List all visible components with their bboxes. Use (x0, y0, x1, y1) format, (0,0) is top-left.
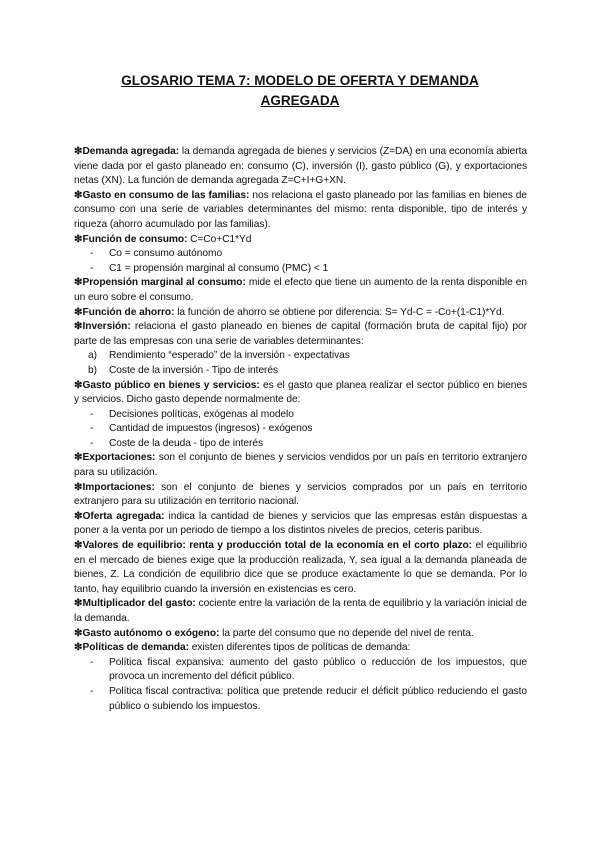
dash-bullet-icon: - (90, 685, 94, 697)
entry-term: Propensión marginal al consumo: (82, 277, 246, 289)
glossary-entry (74, 306, 527, 321)
entry-paragraph (74, 189, 527, 233)
title-line-1: GLOSARIO TEMA 7: MODELO DE OFERTA Y DEMANDA (121, 73, 479, 88)
entry-term: Gasto en consumo de las familias: (82, 189, 250, 201)
list-item-text: Co = consumo autónomo (109, 248, 223, 260)
dash-bullet-icon: - (90, 656, 94, 668)
title-line-2: AGREGADA (260, 93, 340, 108)
asterisk-bullet-icon: ❇ (74, 379, 83, 391)
entry-paragraph (74, 539, 527, 597)
entry-term: Gasto público en bienes y servicios: (82, 379, 260, 391)
entry-term: Oferta agregada: (82, 510, 165, 522)
asterisk-bullet-icon: ❇ (74, 540, 83, 552)
asterisk-bullet-icon: ❇ (74, 642, 83, 654)
entry-term: Función de ahorro: (82, 306, 175, 318)
entry-paragraph (74, 481, 527, 510)
list-item-text: Cantidad de impuestos (ingresos) - exógenos (109, 423, 313, 435)
dash-bullet-icon: - (90, 408, 94, 420)
entry-paragraph (74, 451, 527, 480)
entry-definition: la función de ahorro se obtiene por diferencia: S= Yd-C = -Co+(1-C1)*Yd. (174, 306, 505, 318)
entry-term: Demanda agregada: (82, 146, 180, 157)
list-item (74, 437, 527, 452)
entry-term: Gasto autónomo o exógeno: (82, 627, 220, 639)
asterisk-bullet-icon: ❇ (74, 306, 83, 318)
list-item-text: Rendimiento “esperado” de la inversión - expectativas (109, 350, 350, 362)
entry-paragraph (74, 320, 527, 349)
list-item-text: Política fiscal contractiva: política que pretende reducir el déficit público reduciendo el gasto público o subiendo los impuestos. (109, 685, 527, 712)
entry-paragraph (74, 276, 527, 305)
dash-list (74, 247, 527, 276)
entry-definition: la demanda agregada de bienes y servicios (Z=DA) en una economía abierta viene dada por el gasto planeado en: consumo (C), inversión (I), gasto público (G), y exportaciones netas (XN). La función de demanda agregada Z=C+I+G+XN. (74, 146, 527, 187)
entry-term: Inversión: (82, 321, 131, 333)
asterisk-bullet-icon: ❇ (74, 321, 83, 333)
entry-definition: relaciona el gasto planeado en bienes de capital (formación bruta de capital fijo) por parte de las empresas con una serie de variables determinantes: (74, 321, 527, 347)
list-marker: a) (88, 350, 97, 362)
dash-list (74, 408, 527, 452)
entry-term: Función de consumo: (82, 233, 188, 245)
glossary-entry (74, 233, 527, 277)
entry-term: Multiplicador del gasto: (82, 598, 196, 610)
entry-paragraph (74, 145, 527, 189)
glossary-entry (74, 320, 527, 378)
glossary-entry (74, 379, 527, 452)
glossary-entry (74, 597, 527, 626)
glossary-entry (74, 481, 527, 510)
entry-paragraph (74, 597, 527, 626)
list-item (74, 349, 527, 364)
list-item (74, 247, 527, 262)
lettered-list (74, 349, 527, 378)
entry-paragraph (74, 379, 527, 408)
entry-paragraph (74, 641, 527, 656)
entry-definition: son el conjunto de bienes y servicios comprados por un país en territorio extranjero para su utilización en territorio nacional. (74, 481, 527, 508)
entry-paragraph (74, 510, 527, 539)
entry-paragraph (74, 627, 527, 642)
dash-bullet-icon: - (90, 437, 94, 449)
list-item (74, 656, 527, 685)
asterisk-bullet-icon: ❇ (74, 189, 83, 201)
asterisk-bullet-icon: ❇ (74, 598, 83, 610)
glossary-entry (74, 510, 527, 539)
list-item-text: Política fiscal expansiva: aumento del gasto público o reducción de los impuestos, que provoca un incremento del déficit público. (109, 656, 527, 683)
glossary-entry (74, 276, 527, 305)
entry-definition: cociente entre la variación de la renta de equilibrio y la variación inicial de la demanda. (74, 598, 527, 624)
entry-term: Valores de equilibrio: renta y producción total de la economía en el corto plazo: (82, 540, 472, 552)
asterisk-bullet-icon: ❇ (74, 233, 83, 245)
glossary-entry (74, 189, 527, 233)
entry-definition: C=Co+C1*Yd (187, 233, 252, 245)
glossary-entry (74, 641, 527, 714)
list-item (74, 262, 527, 277)
list-marker: b) (88, 364, 97, 376)
glossary-entry (74, 145, 527, 189)
list-item-text: Coste de la inversión - Tipo de interés (109, 364, 279, 376)
asterisk-bullet-icon: ❇ (74, 627, 83, 639)
entry-paragraph (74, 306, 527, 321)
entry-definition: es el gasto que planea realizar el sector público en bienes y servicios. Dicho gasto depende normalmente de: (74, 379, 527, 406)
entry-term: Políticas de demanda: (82, 642, 190, 654)
asterisk-bullet-icon: ❇ (74, 277, 83, 289)
list-item (74, 408, 527, 423)
glossary-entry (74, 539, 527, 597)
asterisk-bullet-icon: ❇ (74, 146, 83, 157)
glossary-entry (74, 627, 527, 642)
list-item (74, 422, 527, 437)
page-title (100, 71, 500, 111)
entry-definition: la parte del consumo que no depende del nivel de renta. (219, 627, 474, 639)
asterisk-bullet-icon: ❇ (74, 510, 83, 522)
entry-definition: nos relaciona el gasto planeado por las familias en bienes de consumo con una serie de variables determinantes del mismo: renta disponible, tipo de interés y riqueza (ahorro acumulado por las familias). (74, 189, 527, 230)
entry-definition: el equilibrio en el mercado de bienes exige que la producción realizada, Y, sea igual a la demanda planeada de bienes, Z. La condición de equilibrio dice que se produce exactamente lo que se demanda. Por lo tanto, hay equilibrio cuando la inversión en existencias es cero. (74, 540, 527, 595)
list-item-text: C1 = propensión marginal al consumo (PMC) < 1 (109, 262, 329, 274)
list-item-text: Coste de la deuda - tipo de interés (109, 437, 263, 449)
entry-paragraph (74, 233, 527, 248)
entry-term: Importaciones: (82, 481, 155, 493)
asterisk-bullet-icon: ❇ (74, 481, 83, 493)
glossary-list (74, 145, 527, 714)
list-item-text: Decisiones políticas, exógenas al modelo (109, 408, 294, 420)
dash-bullet-icon: - (90, 262, 94, 274)
dash-bullet-icon: - (90, 423, 94, 435)
entry-definition: existen diferentes tipos de políticas de demanda: (189, 642, 411, 654)
dash-bullet-icon: - (90, 248, 94, 260)
glossary-entry (74, 451, 527, 480)
asterisk-bullet-icon: ❇ (74, 452, 83, 464)
entry-definition: indica la cantidad de bienes y servicios que las empresas están dispuestas a poner a la venta por un periodo de tiempo a los distintos niveles de precios, ceteris paribus. (74, 510, 528, 537)
entry-definition: son el conjunto de bienes y servicios vendidos por un país en territorio extranjero para su utilización. (74, 452, 527, 479)
dash-list (74, 656, 527, 714)
list-item (74, 364, 527, 379)
entry-term: Exportaciones: (82, 452, 156, 464)
entry-definition: mide el efecto que tiene un aumento de la renta disponible en un euro sobre el consumo. (74, 277, 527, 303)
list-item (74, 685, 527, 714)
